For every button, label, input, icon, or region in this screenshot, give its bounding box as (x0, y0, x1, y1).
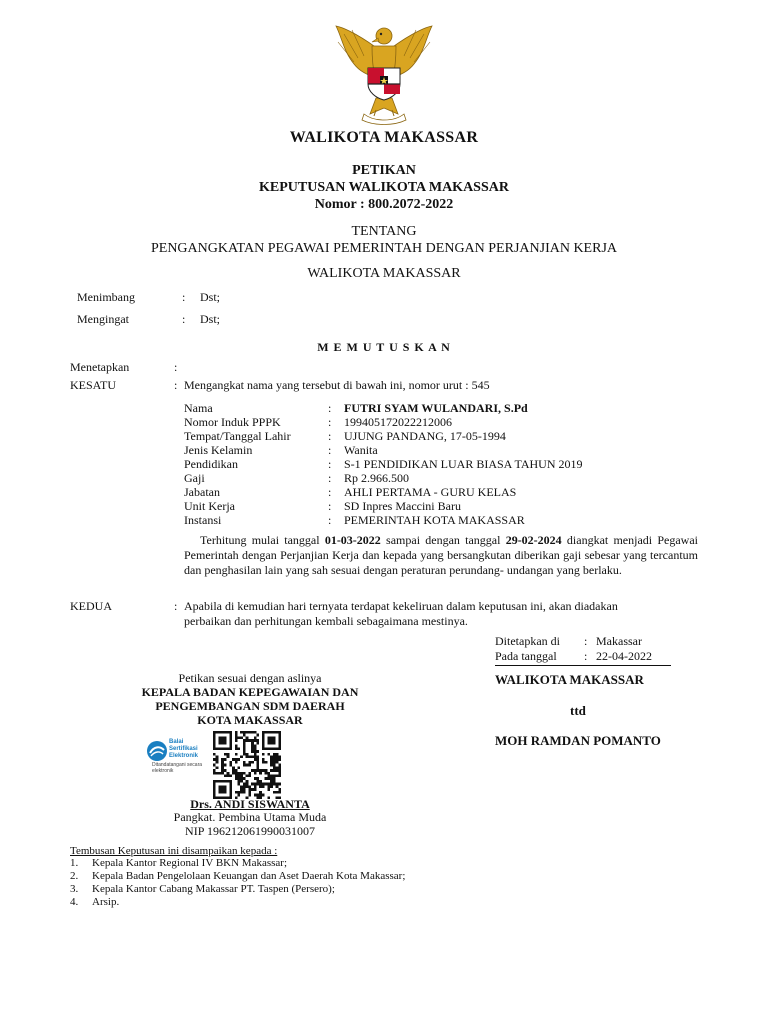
menimbang-label: Menimbang (77, 290, 135, 304)
copies-num: 3. (70, 883, 79, 895)
qr-code-icon (213, 731, 281, 799)
bsre-line-1: Balai (169, 739, 184, 745)
emp-label: Unit Kerja (184, 499, 235, 513)
menimbang-sep: : (182, 290, 186, 304)
official-name: MOH RAMDAN POMANTO (495, 733, 661, 748)
issuer-title: WALIKOTA MAKASSAR (289, 129, 479, 146)
emp-value: SD Inpres Maccini Baru (344, 499, 461, 513)
decide-heading: M E M U T U S K A N (317, 340, 451, 354)
emp-sep: : (328, 401, 332, 415)
garuda-emblem-icon (324, 18, 444, 128)
menetapkan-sep: : (174, 360, 178, 374)
term-text-4: undangan yang berlaku. (506, 563, 622, 577)
copy-intro: Petikan sesuai dengan aslinya (178, 671, 322, 685)
copy-line-3: KOTA MAKASSAR (197, 713, 303, 727)
doc-title: KEPUTUSAN WALIKOTA MAKASSAR (259, 180, 509, 195)
kedua-sep: : (174, 599, 178, 613)
about-label: TENTANG (351, 224, 417, 239)
bsre-caption: Ditandatangani secara elektronik (152, 762, 203, 774)
copy-line-2: PENGEMBANGAN SDM DAERAH (155, 699, 345, 713)
kesatu-sep: : (174, 378, 178, 392)
kedua-line-2: perbaikan dan perhitungan kembali sebagaimana mestinya. (184, 614, 468, 628)
kedua-label: KEDUA (70, 599, 112, 613)
copy-line-1: KEPALA BADAN KEPEGAWAIAN DAN (141, 685, 359, 699)
copies-item: Kepala Kantor Cabang Makassar PT. Taspen (Persero); (92, 883, 335, 895)
emp-label: Nomor Induk PPPK (184, 415, 281, 429)
qr-code (213, 731, 281, 799)
copies-num: 4. (70, 896, 79, 908)
emp-value: Rp 2.966.500 (344, 471, 410, 485)
copies-item: Arsip. (92, 896, 120, 908)
emp-label: Jenis Kelamin (184, 443, 253, 457)
mengingat-value: Dst; (200, 312, 221, 326)
emp-label: Nama (184, 401, 213, 415)
emp-label: Tempat/Tanggal Lahir (184, 429, 291, 443)
mengingat-sep: : (182, 312, 186, 326)
bsre-logo-icon (146, 740, 168, 762)
official-title: WALIKOTA MAKASSAR (495, 672, 644, 687)
kesatu-label: KESATU (70, 378, 117, 392)
doc-number: Nomor : 800.2072-2022 (314, 197, 454, 212)
term-end-date: 29-02-2024 (505, 533, 562, 547)
emp-sep: : (328, 443, 332, 457)
signer-name: Drs. ANDI SISWANTA (190, 797, 310, 811)
bsre-logo (146, 738, 210, 774)
menimbang-value: Dst; (200, 290, 221, 304)
kesatu-text: Mengangkat nama yang tersebut di bawah ini, nomor urut : 545 (184, 378, 490, 392)
copies-title: Tembusan Keputusan ini disampaikan kepada : (70, 845, 278, 857)
date-value: 22-04-2022 (596, 649, 652, 663)
emp-sep: : (328, 415, 332, 429)
signer-rank: Pangkat. Pembina Utama Muda (173, 810, 327, 824)
emp-label: Pendidikan (184, 457, 238, 471)
emp-label: Jabatan (184, 485, 220, 499)
bsre-line-3: Elektronik (169, 753, 199, 759)
mengingat-label: Mengingat (77, 312, 129, 326)
doc-type: PETIKAN (352, 163, 416, 178)
enactment-divider (495, 665, 671, 666)
authority-title: WALIKOTA MAKASSAR (307, 266, 461, 281)
kedua-line-1: Apabila di kemudian hari ternyata terdapat kekeliruan dalam keputusan ini, akan diadakan (184, 599, 618, 613)
emp-value: Wanita (344, 443, 378, 457)
signer-nip: NIP 196212061990031007 (185, 824, 315, 838)
term-paragraph (184, 533, 698, 578)
copies-item: Kepala Kantor Regional IV BKN Makassar; (92, 857, 287, 869)
emp-sep: : (328, 513, 332, 527)
emp-value: 199405172022212006 (344, 415, 452, 429)
term-start-date: 01-03-2022 (324, 533, 381, 547)
term-text-1: Terhitung mulai tanggal (200, 533, 325, 547)
emp-sep: : (328, 429, 332, 443)
date-sep: : (584, 649, 588, 663)
term-text-2: sampai dengan tanggal (380, 533, 506, 547)
emp-sep: : (328, 485, 332, 499)
place-value: Makassar (596, 634, 642, 648)
copies-num: 2. (70, 870, 79, 882)
date-label: Pada tanggal (495, 649, 557, 663)
emp-label: Gaji (184, 471, 205, 485)
menetapkan-label: Menetapkan (70, 360, 130, 374)
bsre-line-2: Sertifikasi (169, 746, 198, 752)
term-text-3: diangkat menjadi Pegawai Pemerintah dengan Perjanjian Kerja dan kepada yang bersangkutan diberikan gaji sebesar yang tercantum dan penghasilan lain yang sah sesuai dengan peraturan perundang- (184, 533, 698, 577)
emp-sep: : (328, 499, 332, 513)
emp-value: PEMERINTAH KOTA MAKASSAR (344, 513, 525, 527)
copies-num: 1. (70, 857, 79, 869)
emp-sep: : (328, 457, 332, 471)
emp-value: S-1 PENDIDIKAN LUAR BIASA TAHUN 2019 (344, 457, 583, 471)
garuda-emblem (324, 18, 444, 128)
emp-value: AHLI PERTAMA - GURU KELAS (344, 485, 517, 499)
about-text: PENGANGKATAN PEGAWAI PEMERINTAH DENGAN PERJANJIAN KERJA (150, 241, 618, 256)
place-label: Ditetapkan di (495, 634, 560, 648)
signed-mark: ttd (570, 703, 586, 718)
place-sep: : (584, 634, 588, 648)
emp-name-value: FUTRI SYAM WULANDARI, S.Pd (344, 401, 528, 415)
copies-item: Kepala Badan Pengelolaan Keuangan dan Aset Daerah Kota Makassar; (92, 870, 406, 882)
emp-label: Instansi (184, 513, 222, 527)
emp-sep: : (328, 471, 332, 485)
emp-value: UJUNG PANDANG, 17-05-1994 (344, 429, 506, 443)
